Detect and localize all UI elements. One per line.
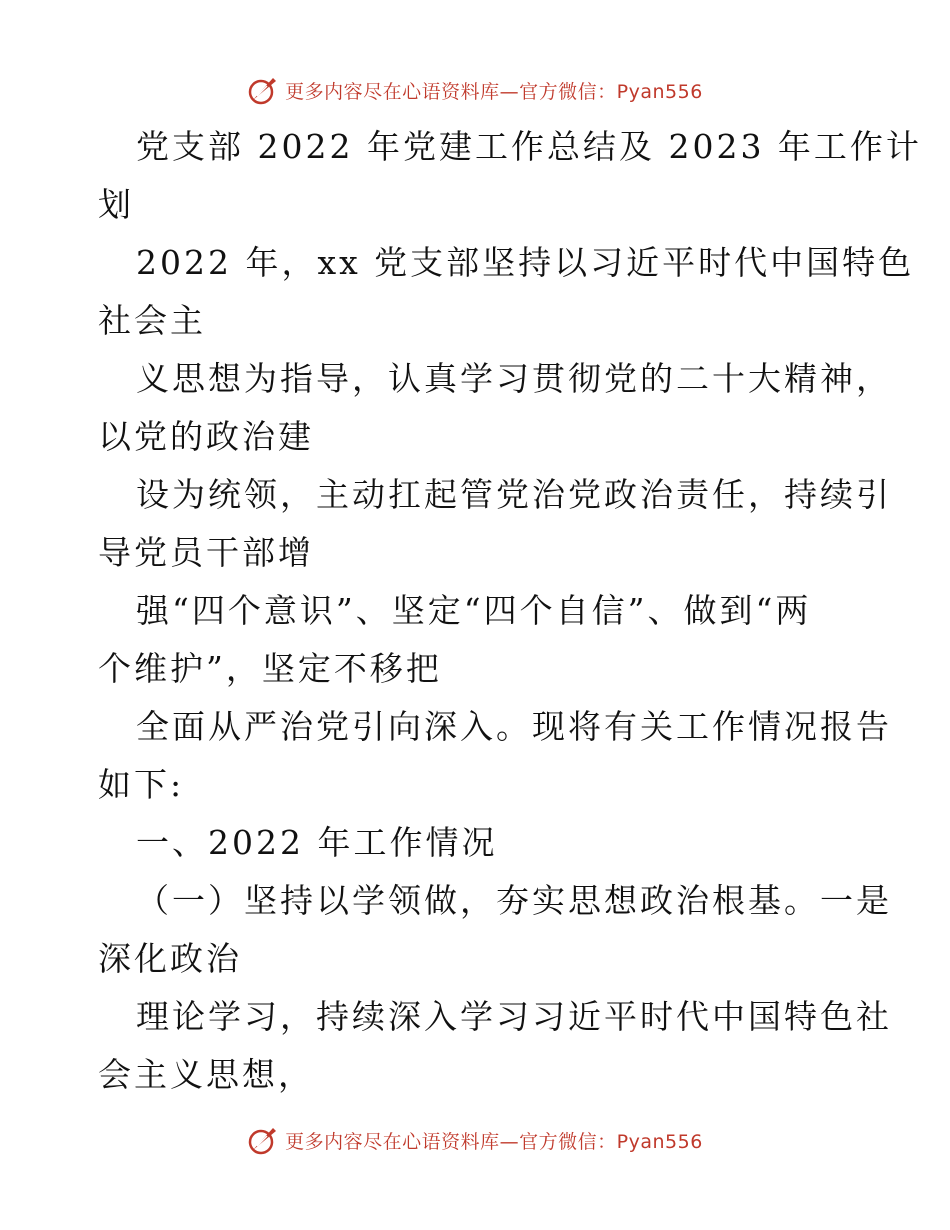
- text-line: 社会主: [98, 301, 206, 340]
- text-line: 设为统领，主动扛起管党治党政治责任，持续引: [136, 475, 892, 514]
- quill-logo-icon: [247, 74, 279, 106]
- text-line: 以党的政治建: [98, 417, 314, 456]
- text-line: 全面从严治党引向深入。现将有关工作情况报告: [136, 707, 892, 746]
- document-body: [98, 118, 922, 1104]
- text-line: 2022 年，xx 党支部坚持以习近平时代中国特色: [136, 243, 915, 282]
- text-line: 义思想为指导，认真学习贯彻党的二十大精神，: [136, 359, 892, 398]
- text-line: 划: [98, 185, 134, 224]
- text-line: 如下:: [98, 765, 185, 804]
- quill-logo-icon: [247, 1124, 279, 1156]
- footer-watermark: [0, 1120, 950, 1160]
- text-line: 理论学习，持续深入学习习近平时代中国特色社: [136, 997, 892, 1036]
- watermark-text: 更多内容尽在心语资料库—官方微信：Pyan556: [285, 80, 703, 103]
- text-line: 会主义思想，: [98, 1055, 314, 1094]
- text-line: 导党员干部增: [98, 533, 314, 572]
- text-line: 个维护”，坚定不移把: [98, 649, 442, 688]
- text-line: 强“四个意识”、坚定“四个自信”、做到“两: [136, 591, 812, 630]
- text-line: 深化政治: [98, 939, 242, 978]
- header-watermark: [0, 70, 950, 110]
- text-line: （一）坚持以学领做，夯实思想政治根基。一是: [136, 881, 892, 920]
- text-line: 党支部 2022 年党建工作总结及 2023 年工作计: [136, 127, 922, 166]
- section-heading: 一、2022 年工作情况: [136, 823, 498, 862]
- watermark-text: 更多内容尽在心语资料库—官方微信：Pyan556: [285, 1130, 703, 1153]
